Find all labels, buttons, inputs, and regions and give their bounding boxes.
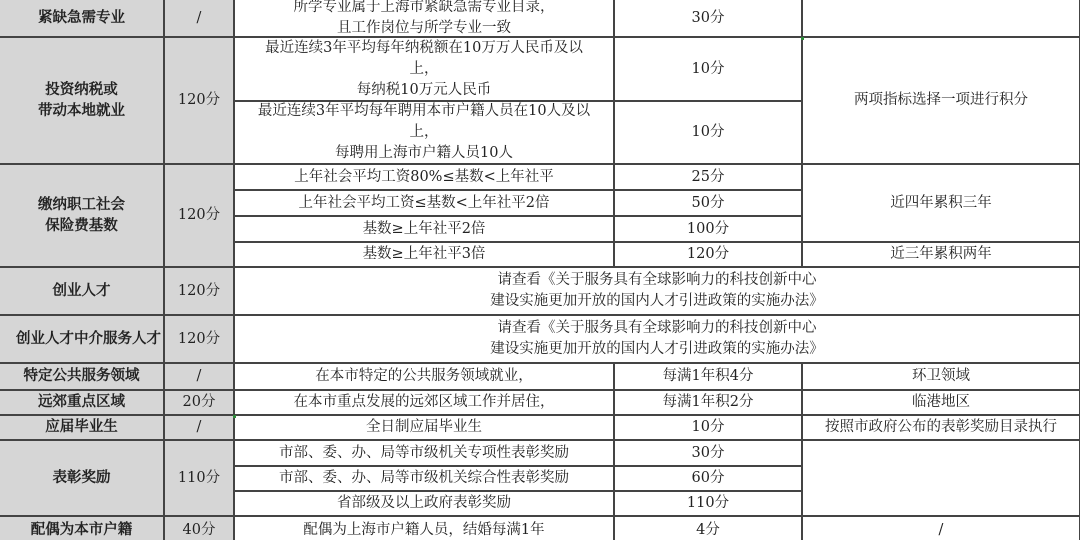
note-social-2: 近三年累积两年 [802,242,1080,267]
note-tax: 两项指标选择一项进行积分 [802,37,1080,164]
score-awards-1: 30分 [614,440,802,466]
note-awards [802,440,1080,516]
score-suburb: 每满1年积2分 [614,390,802,415]
note-social-1: 近四年累积三年 [802,164,1080,242]
score-social-3: 100分 [614,216,802,242]
score-shortage: 30分 [614,0,802,37]
category-spouse: 配偶为本市户籍 [0,516,164,540]
points-tax: 120分 [164,37,234,164]
note-public: 环卫领域 [802,363,1080,390]
category-shortage: 紧缺急需专业 [0,0,164,37]
condition-awards-2: 市部、委、办、局等市级机关综合性表彰奖励 [234,466,614,491]
condition-social-3: 基数≥上年社平2倍 [234,216,614,242]
condition-social-1: 上年社会平均工资80%≤基数<上年社平 [234,164,614,190]
score-tax-1: 10分 [614,37,802,101]
condition-tax-2: 最近连续3年平均每年聘用本市户籍人员在10人及以 上， 每聘用上海市户籍人员10人 [234,101,614,164]
condition-awards-1: 市部、委、办、局等市级机关专项性表彰奖励 [234,440,614,466]
condition-spouse: 配偶为上海市户籍人员，结婚每满1年 [234,516,614,540]
condition-agency: 请查看《关于服务具有全球影响力的科技创新中心 建设实施更加开放的国内人才引进政策的实施办法》 [234,315,1080,363]
score-social-4: 120分 [614,242,802,267]
score-tax-2: 10分 [614,101,802,164]
category-agency: 创业人才中介服务人才 [0,315,164,363]
score-awards-2: 60分 [614,466,802,491]
points-suburb: 20分 [164,390,234,415]
note-suburb: 临港地区 [802,390,1080,415]
condition-shortage: 所学专业属于上海市紧缺急需专业目录， 且工作岗位与所学专业一致 [234,0,614,37]
category-awards: 表彰奖励 [0,440,164,516]
points-social: 120分 [164,164,234,267]
cell-marker [233,415,236,418]
score-spouse: 4分 [614,516,802,540]
points-spouse: 40分 [164,516,234,540]
condition-social-2: 上年社会平均工资≤基数<上年社平2倍 [234,190,614,216]
condition-awards-3: 省部级及以上政府表彰奖励 [234,491,614,516]
points-shortage: / [164,0,234,37]
category-social: 缴纳职工社会 保险费基数 [0,164,164,267]
points-startup: 120分 [164,267,234,315]
note-spouse: / [802,516,1080,540]
condition-tax-1: 最近连续3年平均每年纳税额在10万万人民币及以 上， 每纳税10万元人民币 [234,37,614,101]
score-public: 每满1年积4分 [614,363,802,390]
score-social-2: 50分 [614,190,802,216]
condition-suburb: 在本市重点发展的远郊区域工作并居住， [234,390,614,415]
points-graduate: / [164,415,234,440]
points-agency: 120分 [164,315,234,363]
points-public: / [164,363,234,390]
note-shortage [802,0,1080,37]
condition-social-4: 基数≥上年社平3倍 [234,242,614,267]
score-awards-3: 110分 [614,491,802,516]
condition-graduate: 全日制应届毕业生 [234,415,614,440]
points-awards: 110分 [164,440,234,516]
score-social-1: 25分 [614,164,802,190]
category-graduate: 应届毕业生 [0,415,164,440]
category-suburb: 远郊重点区域 [0,390,164,415]
condition-startup: 请查看《关于服务具有全球影响力的科技创新中心 建设实施更加开放的国内人才引进政策的实施办法》 [234,267,1080,315]
score-graduate: 10分 [614,415,802,440]
category-public: 特定公共服务领域 [0,363,164,390]
note-graduate: 按照市政府公布的表彰奖励目录执行 [802,415,1080,440]
category-startup: 创业人才 [0,267,164,315]
cell-marker [801,37,804,40]
category-tax: 投资纳税或 带动本地就业 [0,37,164,164]
condition-public: 在本市特定的公共服务领域就业， [234,363,614,390]
